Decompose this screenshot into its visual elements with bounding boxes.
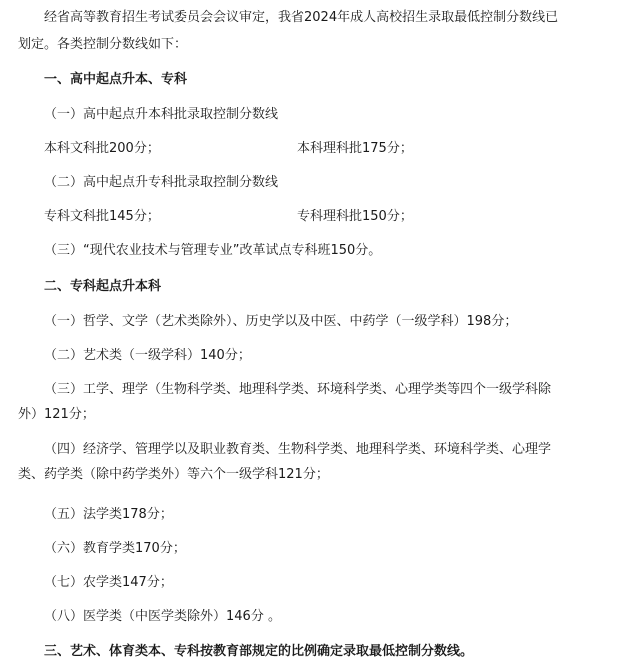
section-2-item-2: （二）艺术类（一级学科）140分； xyxy=(44,348,251,363)
section-1-sub-3: （三）“现代农业技术与管理专业”改革试点专科班150分。 xyxy=(44,243,382,258)
junior-college-arts-score: 专科文科批145分； xyxy=(44,209,160,224)
section-1-heading: 一、高中起点升本、专科 xyxy=(44,72,188,87)
section-2-item-3-line-1: （三）工学、理学（生物科学类、地理科学类、环境科学类、心理学类等四个一级学科除 xyxy=(44,382,552,397)
section-2-heading: 二、专科起点升本科 xyxy=(44,279,162,294)
section-2-item-5: （五）法学类178分； xyxy=(44,507,173,522)
intro-paragraph-line-2: 划定。各类控制分数线如下： xyxy=(18,37,188,52)
section-1-sub-1-title: （一）高中起点升本科批录取控制分数线 xyxy=(44,107,279,122)
intro-paragraph-line-1: 经省高等教育招生考试委员会会议审定，我省2024年成人高校招生录取最低控制分数线已 xyxy=(44,10,559,25)
section-3-heading: 三、艺术、体育类本、专科按教育部规定的比例确定录取最低控制分数线。 xyxy=(44,644,474,659)
section-2-item-1: （一）哲学、文学（艺术类除外）、历史学以及中医、中药学（一级学科）198分； xyxy=(44,314,518,329)
section-1-sub-2-title: （二）高中起点升专科批录取控制分数线 xyxy=(44,175,279,190)
section-2-item-3-line-2: 外）121分； xyxy=(18,407,95,422)
section-2-item-4-line-1: （四）经济学、管理学以及职业教育类、生物科学类、地理科学类、环境科学类、心理学 xyxy=(44,442,552,457)
section-2-item-6: （六）教育学类170分； xyxy=(44,541,186,556)
section-2-item-4-line-2: 类、药学类（除中药学类外）等六个一级学科121分； xyxy=(18,467,329,482)
junior-college-science-score: 专科理科批150分； xyxy=(297,209,413,224)
section-2-item-8: （八）医学类（中医学类除外）146分 。 xyxy=(44,609,281,624)
undergrad-arts-score: 本科文科批200分； xyxy=(44,141,160,156)
undergrad-science-score: 本科理科批175分； xyxy=(297,141,413,156)
section-2-item-7: （七）农学类147分； xyxy=(44,575,173,590)
